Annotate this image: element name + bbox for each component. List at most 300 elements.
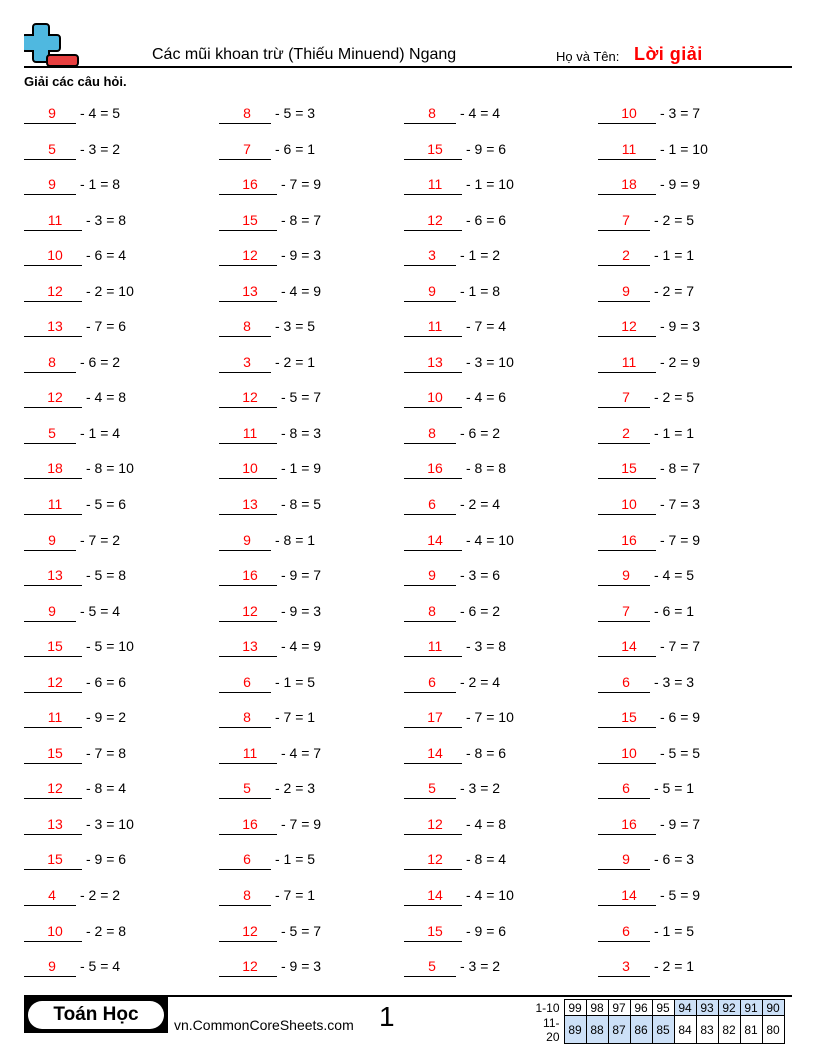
answer-blank[interactable]: 15 — [24, 850, 82, 870]
answer-blank[interactable]: 10 — [598, 104, 656, 124]
problem — [24, 171, 120, 195]
equation-text: - 3 = 10 — [86, 815, 134, 832]
answer-blank[interactable]: 7 — [598, 211, 650, 231]
answer-blank[interactable]: 14 — [404, 744, 462, 764]
equation-text: - 8 = 3 — [281, 424, 322, 441]
equation-text: - 3 = 7 — [660, 105, 701, 121]
answer-blank[interactable]: 8 — [404, 104, 456, 124]
problem — [219, 491, 321, 515]
problem — [404, 953, 500, 977]
equation-text: - 8 = 7 — [660, 460, 701, 477]
equation-text: - 1 = 4 — [80, 424, 121, 441]
problem — [404, 349, 514, 373]
answer-blank[interactable]: 9 — [404, 282, 456, 302]
problem-row — [24, 558, 804, 594]
problem — [404, 278, 500, 302]
score-cell: 95 — [652, 1000, 674, 1016]
problem — [219, 633, 321, 657]
problem — [404, 846, 506, 870]
equation-text: - 6 = 3 — [654, 851, 695, 868]
problem — [24, 420, 120, 444]
problem-row — [24, 380, 804, 416]
answer-blank[interactable]: 5 — [24, 424, 76, 444]
problem-row — [24, 132, 804, 168]
equation-text: - 6 = 2 — [460, 424, 501, 441]
problem-row — [24, 238, 804, 274]
problem — [598, 278, 694, 302]
problem — [598, 455, 700, 479]
brand-label: Toán Học — [28, 1001, 164, 1029]
answer-blank[interactable]: 15 — [598, 459, 656, 479]
problem — [219, 100, 315, 124]
equation-text: - 6 = 2 — [80, 353, 121, 370]
problem — [219, 811, 321, 835]
answer-blank[interactable]: 14 — [598, 637, 656, 657]
answer-blank[interactable]: 3 — [219, 353, 271, 373]
answer-blank[interactable]: 9 — [24, 602, 76, 622]
problem — [219, 313, 315, 337]
equation-text: - 4 = 10 — [466, 531, 514, 548]
answer-blank[interactable]: 8 — [24, 353, 76, 373]
answer-blank[interactable]: 6 — [598, 779, 650, 799]
problem — [24, 811, 134, 835]
problem — [24, 846, 126, 870]
score-cell: 97 — [608, 1000, 630, 1016]
score-cell: 96 — [630, 1000, 652, 1016]
answer-blank[interactable]: 11 — [219, 744, 277, 764]
answer-blank[interactable]: 8 — [404, 602, 456, 622]
answer-blank[interactable]: 16 — [219, 815, 277, 835]
equation-text: - 2 = 1 — [654, 958, 695, 975]
answer-blank[interactable]: 13 — [404, 353, 462, 373]
equation-text: - 1 = 2 — [460, 247, 501, 264]
equation-text: - 8 = 10 — [86, 460, 134, 477]
problem — [598, 384, 694, 408]
answer-blank[interactable]: 17 — [404, 708, 462, 728]
problem — [404, 811, 506, 835]
answer-blank[interactable]: 13 — [219, 637, 277, 657]
equation-text: - 2 = 1 — [275, 353, 316, 370]
problem — [24, 313, 126, 337]
equation-text: - 1 = 8 — [80, 176, 121, 193]
answer-blank[interactable]: 7 — [219, 140, 271, 160]
problem — [404, 313, 506, 337]
problem — [24, 491, 126, 515]
answer-blank[interactable]: 11 — [24, 708, 82, 728]
problem — [24, 669, 126, 693]
problem — [598, 598, 694, 622]
answer-blank[interactable]: 6 — [404, 495, 456, 515]
score-cell: 86 — [630, 1016, 652, 1044]
equation-text: - 4 = 4 — [460, 105, 501, 121]
problem — [404, 527, 514, 551]
problem — [219, 527, 315, 551]
problem — [24, 704, 126, 728]
problem — [24, 136, 120, 160]
equation-text: - 8 = 6 — [466, 744, 507, 761]
problem — [24, 349, 120, 373]
answer-blank[interactable]: 4 — [24, 886, 76, 906]
answer-blank[interactable]: 14 — [598, 886, 656, 906]
problem — [598, 633, 700, 657]
problem — [404, 562, 500, 586]
problem — [598, 562, 694, 586]
equation-text: - 7 = 7 — [660, 638, 701, 655]
problem-row — [24, 949, 804, 985]
problem — [404, 669, 500, 693]
answer-blank[interactable]: 9 — [24, 175, 76, 195]
answer-blank[interactable]: 18 — [24, 459, 82, 479]
equation-text: - 3 = 2 — [460, 958, 501, 975]
answer-blank[interactable]: 10 — [598, 744, 656, 764]
answer-blank[interactable]: 10 — [219, 459, 277, 479]
problem — [598, 775, 694, 799]
worksheet-header — [24, 22, 792, 68]
equation-text: - 7 = 1 — [275, 887, 316, 904]
equation-text: - 3 = 8 — [466, 638, 507, 655]
problem-row — [24, 771, 804, 807]
score-cell: 90 — [762, 1000, 784, 1016]
equation-text: - 4 = 5 — [80, 105, 121, 121]
problem — [404, 171, 514, 195]
problem — [219, 420, 321, 444]
answer-blank[interactable]: 16 — [598, 531, 656, 551]
answer-blank[interactable]: 13 — [219, 282, 277, 302]
equation-text: - 9 = 3 — [281, 602, 322, 619]
score-row — [528, 1016, 784, 1044]
answer-blank[interactable]: 9 — [598, 566, 650, 586]
answer-blank[interactable]: 12 — [24, 282, 82, 302]
answer-blank[interactable]: 6 — [598, 673, 650, 693]
problem — [219, 882, 315, 906]
problem — [219, 349, 315, 373]
equation-text: - 5 = 3 — [275, 105, 316, 121]
answer-blank[interactable]: 12 — [219, 246, 277, 266]
answer-blank[interactable]: 16 — [404, 459, 462, 479]
problem — [219, 704, 315, 728]
answer-blank[interactable]: 12 — [219, 388, 277, 408]
problem — [404, 918, 506, 942]
problem — [219, 669, 315, 693]
problem — [404, 384, 506, 408]
answer-blank[interactable]: 11 — [404, 637, 462, 657]
problem — [24, 953, 120, 977]
answer-blank[interactable]: 6 — [219, 850, 271, 870]
problem — [24, 455, 134, 479]
score-cell: 88 — [586, 1016, 608, 1044]
problem — [404, 882, 514, 906]
equation-text: - 4 = 10 — [466, 887, 514, 904]
problem — [24, 242, 126, 266]
equation-text: - 1 = 5 — [654, 922, 695, 939]
answer-blank[interactable]: 12 — [404, 815, 462, 835]
equation-text: - 3 = 2 — [80, 140, 121, 157]
problem-row — [24, 203, 804, 239]
problem-row — [24, 167, 804, 203]
answer-blank[interactable]: 12 — [598, 317, 656, 337]
answer-blank[interactable]: 5 — [404, 957, 456, 977]
equation-text: - 8 = 5 — [281, 496, 322, 513]
equation-text: - 4 = 6 — [466, 389, 507, 406]
problem — [219, 598, 321, 622]
answer-blank[interactable]: 7 — [598, 602, 650, 622]
equation-text: - 9 = 6 — [466, 140, 507, 157]
equation-text: - 7 = 8 — [86, 744, 127, 761]
problem — [24, 527, 120, 551]
score-cell: 99 — [564, 1000, 586, 1016]
score-cell: 87 — [608, 1016, 630, 1044]
answer-blank[interactable]: 9 — [24, 104, 76, 124]
answer-blank[interactable]: 16 — [598, 815, 656, 835]
equation-text: - 2 = 9 — [660, 353, 701, 370]
answer-blank[interactable]: 13 — [24, 815, 82, 835]
equation-text: - 9 = 3 — [660, 318, 701, 335]
problem — [219, 278, 321, 302]
problem — [24, 207, 126, 231]
equation-text: - 2 = 4 — [460, 673, 501, 690]
site-url: vn.CommonCoreSheets.com — [174, 1017, 354, 1033]
answer-blank[interactable]: 12 — [219, 602, 277, 622]
answer-blank[interactable]: 7 — [598, 388, 650, 408]
problem — [24, 598, 120, 622]
equation-text: - 7 = 9 — [660, 531, 701, 548]
equation-text: - 4 = 5 — [654, 567, 695, 584]
problem — [598, 953, 694, 977]
problem — [404, 136, 506, 160]
problem-row — [24, 665, 804, 701]
answer-blank[interactable]: 9 — [598, 850, 650, 870]
problem-row — [24, 309, 804, 345]
equation-text: - 1 = 8 — [460, 282, 501, 299]
equation-text: - 9 = 7 — [660, 815, 701, 832]
score-cell: 82 — [718, 1016, 740, 1044]
problem — [598, 313, 700, 337]
score-cell: 93 — [696, 1000, 718, 1016]
answer-blank[interactable]: 5 — [24, 140, 76, 160]
answer-blank[interactable]: 12 — [219, 957, 277, 977]
equation-text: - 7 = 10 — [466, 709, 514, 726]
problem-row — [24, 487, 804, 523]
problem-row — [24, 594, 804, 630]
equation-text: - 5 = 4 — [80, 958, 121, 975]
equation-text: - 9 = 6 — [466, 922, 507, 939]
problem-row — [24, 914, 804, 950]
problem — [404, 242, 500, 266]
answer-blank[interactable]: 14 — [404, 531, 462, 551]
problem — [598, 100, 700, 124]
answer-blank[interactable]: 6 — [598, 922, 650, 942]
answer-blank[interactable]: 3 — [598, 957, 650, 977]
answer-blank[interactable]: 9 — [219, 531, 271, 551]
problem — [24, 100, 120, 124]
answer-blank[interactable]: 11 — [598, 353, 656, 373]
worksheet-footer — [24, 995, 792, 1044]
equation-text: - 5 = 6 — [86, 496, 127, 513]
equation-text: - 8 = 8 — [466, 460, 507, 477]
equation-text: - 6 = 1 — [654, 602, 695, 619]
equation-text: - 7 = 3 — [660, 496, 701, 513]
answer-blank[interactable]: 12 — [24, 673, 82, 693]
score-cell: 98 — [586, 1000, 608, 1016]
problem — [219, 136, 315, 160]
answer-blank[interactable]: 12 — [24, 388, 82, 408]
plus-minus-icon — [24, 22, 80, 68]
equation-text: - 6 = 2 — [460, 602, 501, 619]
problem — [598, 669, 694, 693]
answer-blank[interactable]: 15 — [24, 744, 82, 764]
answer-blank[interactable]: 13 — [24, 566, 82, 586]
problem — [598, 527, 700, 551]
problem-row — [24, 523, 804, 559]
score-range-label: 11-20 — [543, 1015, 560, 1044]
problem-row — [24, 451, 804, 487]
equation-text: - 7 = 9 — [281, 815, 322, 832]
equation-text: - 5 = 4 — [80, 602, 121, 619]
answer-blank[interactable]: 2 — [598, 424, 650, 444]
answer-blank[interactable]: 12 — [404, 850, 462, 870]
answer-blank[interactable]: 16 — [219, 175, 277, 195]
problem — [598, 349, 700, 373]
answer-blank[interactable]: 8 — [404, 424, 456, 444]
name-label: Họ và Tên: — [556, 49, 620, 64]
answer-blank[interactable]: 2 — [598, 246, 650, 266]
equation-text: - 2 = 10 — [86, 282, 134, 299]
answer-blank[interactable]: 11 — [24, 211, 82, 231]
problem-row — [24, 807, 804, 843]
equation-text: - 3 = 3 — [654, 673, 695, 690]
equation-text: - 4 = 8 — [86, 389, 127, 406]
problem — [24, 882, 120, 906]
equation-text: - 7 = 4 — [466, 318, 507, 335]
equation-text: - 2 = 4 — [460, 496, 501, 513]
answer-blank[interactable]: 6 — [219, 673, 271, 693]
equation-text: - 2 = 7 — [654, 282, 695, 299]
equation-text: - 5 = 1 — [654, 780, 695, 797]
equation-text: - 6 = 6 — [86, 673, 127, 690]
answer-blank[interactable]: 12 — [219, 922, 277, 942]
score-cell: 89 — [564, 1016, 586, 1044]
problem-row — [24, 878, 804, 914]
equation-text: - 6 = 1 — [275, 140, 316, 157]
answer-blank[interactable]: 9 — [24, 531, 76, 551]
score-cell: 85 — [652, 1016, 674, 1044]
problem — [219, 918, 321, 942]
answer-blank[interactable]: 15 — [404, 140, 462, 160]
equation-text: - 4 = 9 — [281, 638, 322, 655]
equation-text: - 5 = 5 — [660, 744, 701, 761]
problem-row — [24, 736, 804, 772]
problem-row — [24, 629, 804, 665]
answer-blank[interactable]: 10 — [24, 246, 82, 266]
answer-blank[interactable]: 8 — [219, 317, 271, 337]
answer-blank[interactable]: 11 — [404, 175, 462, 195]
problem-row — [24, 416, 804, 452]
equation-text: - 1 = 5 — [275, 673, 316, 690]
score-cell: 84 — [674, 1016, 696, 1044]
answer-blank[interactable]: 18 — [598, 175, 656, 195]
score-cell: 94 — [674, 1000, 696, 1016]
answer-blank[interactable]: 11 — [24, 495, 82, 515]
problem — [404, 100, 500, 124]
answer-blank[interactable]: 11 — [598, 140, 656, 160]
answer-blank[interactable]: 5 — [219, 779, 271, 799]
problem-row — [24, 96, 804, 132]
answer-blank[interactable]: 9 — [404, 566, 456, 586]
answer-blank[interactable]: 15 — [219, 211, 277, 231]
equation-text: - 9 = 6 — [86, 851, 127, 868]
problem — [219, 846, 315, 870]
problem — [404, 704, 514, 728]
equation-text: - 7 = 2 — [80, 531, 121, 548]
answer-blank[interactable]: 12 — [404, 211, 462, 231]
equation-text: - 3 = 5 — [275, 318, 316, 335]
answer-blank[interactable]: 8 — [219, 886, 271, 906]
problem — [219, 207, 321, 231]
equation-text: - 4 = 7 — [281, 744, 322, 761]
score-row — [528, 1000, 784, 1016]
answer-blank[interactable]: 15 — [404, 922, 462, 942]
problem — [404, 740, 506, 764]
answer-blank[interactable]: 9 — [24, 957, 76, 977]
equation-text: - 9 = 3 — [281, 247, 322, 264]
answer-blank[interactable]: 8 — [219, 104, 271, 124]
answer-blank[interactable]: 5 — [404, 779, 456, 799]
answer-blank[interactable]: 6 — [404, 673, 456, 693]
equation-text: - 6 = 4 — [86, 247, 127, 264]
problem — [598, 420, 694, 444]
equation-text: - 1 = 1 — [654, 424, 695, 441]
problem — [404, 207, 506, 231]
problem — [219, 384, 321, 408]
equation-text: - 5 = 7 — [281, 389, 322, 406]
problem — [598, 171, 700, 195]
equation-text: - 7 = 6 — [86, 318, 127, 335]
answer-blank[interactable]: 16 — [219, 566, 277, 586]
answer-blank[interactable]: 10 — [598, 495, 656, 515]
equation-text: - 8 = 1 — [275, 531, 316, 548]
answer-blank[interactable]: 14 — [404, 886, 462, 906]
answer-blank[interactable]: 15 — [598, 708, 656, 728]
problem-row — [24, 345, 804, 381]
equation-text: - 5 = 7 — [281, 922, 322, 939]
equation-text: - 3 = 2 — [460, 780, 501, 797]
equation-text: - 3 = 10 — [466, 353, 514, 370]
answer-blank[interactable]: 8 — [219, 708, 271, 728]
equation-text: - 1 = 10 — [466, 176, 514, 193]
answer-blank[interactable]: 11 — [404, 317, 462, 337]
answer-blank[interactable]: 13 — [219, 495, 277, 515]
problem — [404, 633, 506, 657]
problem — [219, 775, 315, 799]
answer-blank[interactable]: 15 — [24, 637, 82, 657]
problem — [404, 455, 506, 479]
score-cell: 83 — [696, 1016, 718, 1044]
answer-blank[interactable]: 13 — [24, 317, 82, 337]
answer-blank[interactable]: 9 — [598, 282, 650, 302]
problem — [404, 775, 500, 799]
problem — [598, 207, 694, 231]
answer-blank[interactable]: 10 — [24, 922, 82, 942]
problem-row — [24, 700, 804, 736]
equation-text: - 2 = 5 — [654, 211, 695, 228]
problem — [219, 171, 321, 195]
answer-blank[interactable]: 12 — [24, 779, 82, 799]
problem — [598, 918, 694, 942]
problem — [598, 740, 700, 764]
answer-blank[interactable]: 3 — [404, 246, 456, 266]
answer-blank[interactable]: 10 — [404, 388, 462, 408]
answer-blank[interactable]: 11 — [219, 424, 277, 444]
